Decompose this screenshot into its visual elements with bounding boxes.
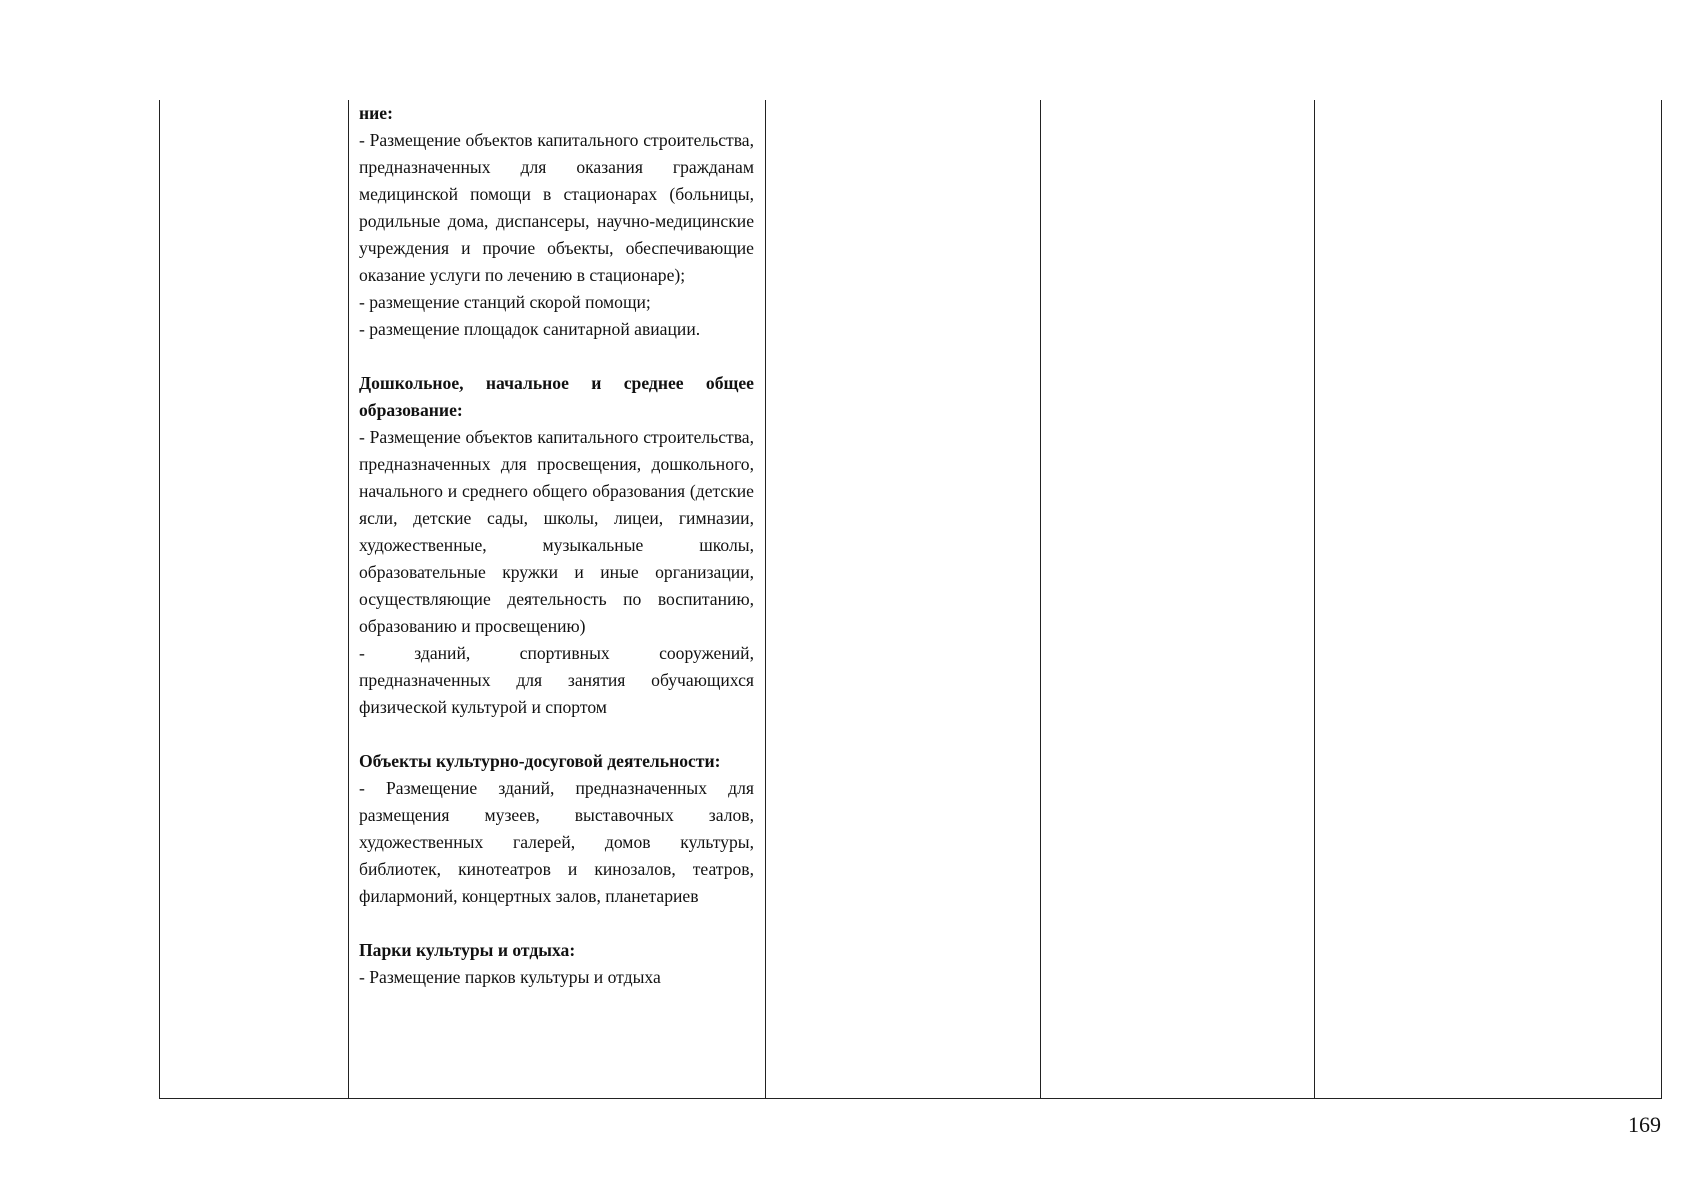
paragraph-parks: - Размещение парков культуры и отдыха bbox=[359, 967, 661, 987]
paragraph-gap bbox=[359, 343, 754, 370]
section-heading-education: Дошкольное, начальное и среднее общее образование: bbox=[359, 373, 754, 420]
paragraph-culture-objects: - Размещение зданий, предназначенных для размещения музеев, выставочных залов, художественных галерей, домов культуры, библиотек, кинотеатров и кинозалов, театров, филармоний, концертных залов, планетариев bbox=[359, 778, 754, 906]
section-heading-culture: Объекты культурно-досуговой деятельности: bbox=[359, 751, 721, 771]
paragraph-education-objects: - Размещение объектов капитального строительства, предназначенных для просвещения, дошкольного, начального и среднего общего образования (детские ясли, детские сады, школы, лицеи, гимназии, художественные, музыкальные школы, образовательные кружки и иные организации, осуществляющие деятельность по воспитанию, образованию и просвещению) bbox=[359, 427, 754, 636]
paragraph-hospital-objects: - Размещение объектов капитального строительства, предназначенных для оказания гражданам медицинской помощи в стационарах (больницы, родильные дома, диспансеры, научно-медицинские учреждения и прочие объекты, обеспечивающие оказание услуги по лечению в стационаре); bbox=[359, 130, 754, 285]
paragraph-sports-facilities: - зданий, спортивных сооружений, предназначенных для занятия обучающихся физической культурой и спортом bbox=[359, 643, 754, 717]
column-divider-3 bbox=[1040, 100, 1041, 1099]
paragraph-ambulance-stations: - размещение станций скорой помощи; bbox=[359, 292, 651, 312]
column-divider-2 bbox=[765, 100, 766, 1099]
column-divider-4 bbox=[1314, 100, 1315, 1099]
page-number: 169 bbox=[1628, 1112, 1661, 1137]
column-divider-1 bbox=[348, 100, 349, 1099]
paragraph-gap bbox=[359, 721, 754, 748]
paragraph-gap bbox=[359, 910, 754, 937]
section-heading-parks: Парки культуры и отдыха: bbox=[359, 940, 576, 960]
section-heading-continuation: ние: bbox=[359, 103, 393, 123]
table-cell-permitted-uses bbox=[359, 100, 754, 991]
paragraph-sanitary-aviation: - размещение площадок санитарной авиации. bbox=[359, 319, 701, 339]
